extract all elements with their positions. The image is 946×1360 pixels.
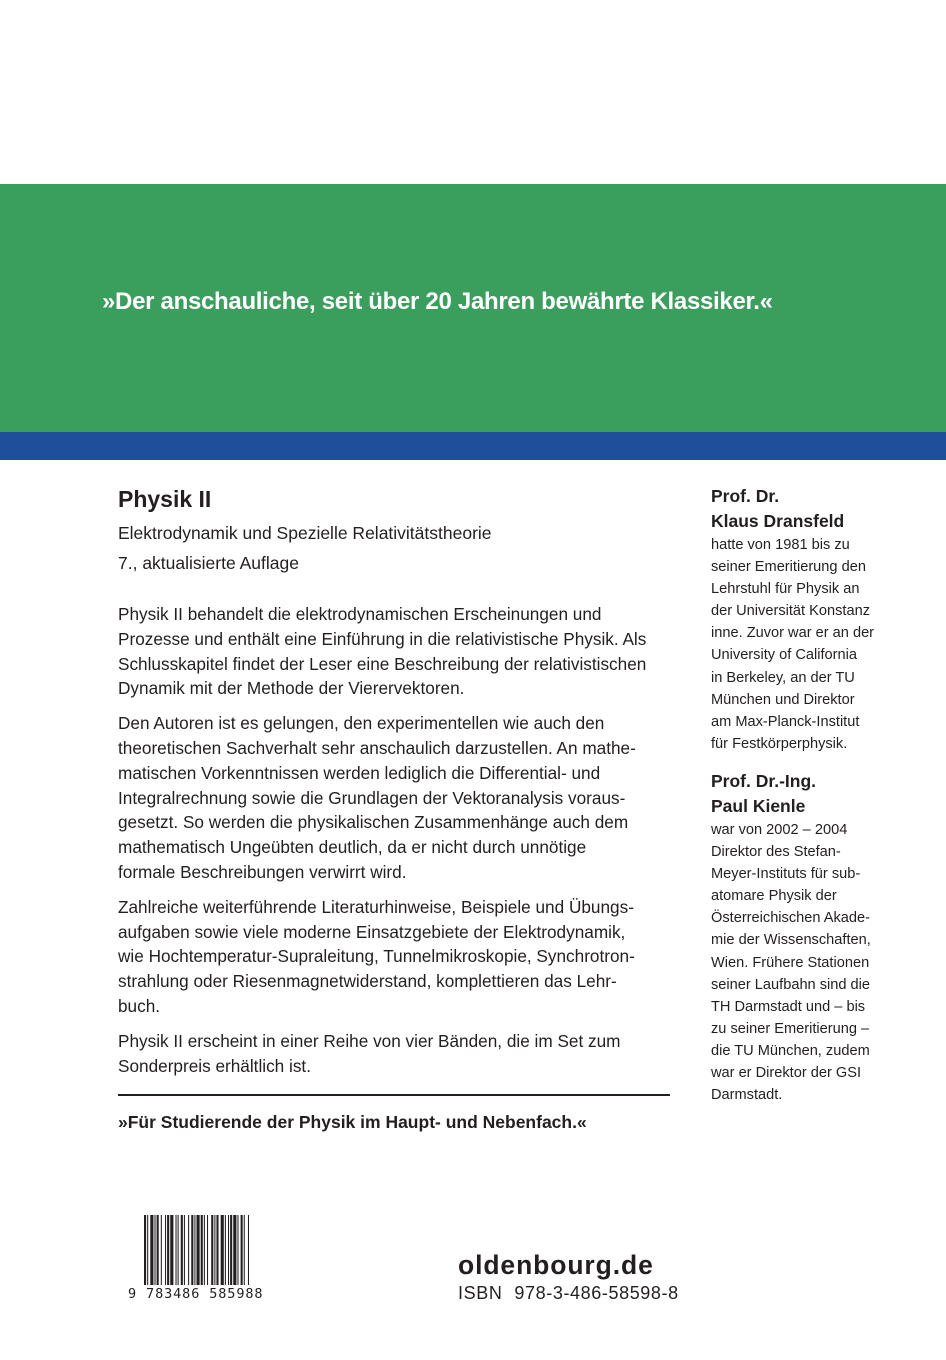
author-bio-line: Wien. Frühere Stationen [711,954,870,971]
barcode-bar [157,1215,159,1285]
barcode-bar [188,1215,189,1285]
description-paragraph [118,1029,670,1079]
author-bio-line: war von 2002 – 2004 [711,821,848,838]
author-name-line: Prof. Dr.-Ing. [711,770,816,791]
isbn [458,1283,679,1304]
author-name-line: Prof. Dr. [711,486,780,506]
description-line: buch. [118,995,161,1016]
author-bio [711,534,911,755]
publisher-website: oldenbourg.de [458,1250,654,1280]
description-line: Dynamik mit der Methode der Vierervektoren. [118,678,465,699]
footer-quote: »Für Studierende der Physik im Haupt- und Nebenfach.« [118,1112,587,1132]
author-bio-line: Lehrstuhl für Physik an [711,581,860,598]
description-line: Schlusskapitel findet der Leser eine Beschreibung der relativistischen [118,653,647,674]
barcode-bar [216,1215,218,1285]
main-column [118,482,670,1088]
author-bio-line: seiner Laufbahn sind die [711,976,871,993]
description-line: gesetzt. So werden die physikalischen Zusammenhänge auch dem [118,812,629,833]
barcode-bar [230,1215,232,1285]
author-bio-line: der Universität Konstanz [711,603,870,620]
author-bio-line: München und Direktor [711,691,855,708]
author-bio-line: seiner Emeritierung den [711,559,866,576]
barcode-bar [165,1215,166,1285]
barcode-bar [211,1215,213,1285]
author-bio-line: hatte von 1981 bis zu [711,537,850,553]
barcode-bar [167,1215,169,1285]
banner-tagline: »Der anschauliche, seit über 20 Jahren bewährte Klassiker.« [102,288,773,315]
barcode-bar [181,1215,183,1285]
author-name-line: Paul Kienle [711,795,806,816]
barcode-bar [207,1215,208,1285]
isbn-label: ISBN [458,1283,503,1303]
barcode-bar [184,1215,185,1285]
description [118,602,670,1078]
barcode-bar [248,1215,249,1285]
author-bio-line: die TU München, zudem [711,1042,870,1059]
barcode-bar [237,1215,238,1285]
description-line: theoretischen Sachverhalt sehr anschaulich darzustellen. An mathe- [118,737,636,758]
barcode-bar [214,1215,215,1285]
author-bio-line: Österreichischen Akade- [711,910,870,927]
barcode-bar [228,1215,229,1285]
description-line: Sonderpreis erhältlich ist. [118,1055,311,1076]
barcode-bar [155,1215,156,1285]
description-line: Physik II behandelt die elektrodynamischen Erscheinungen und [118,604,602,624]
description-paragraph [118,895,670,1019]
author-bio-line: atomare Physik der [711,888,837,905]
barcode-bar [176,1215,177,1285]
author-block [711,769,911,1106]
author-bio-line: Direktor des Stefan- [711,844,841,861]
barcode-bar [233,1215,236,1285]
author-bio [711,819,911,1106]
description-line: wie Hochtemperatur-Supraleitung, Tunnelmikroskopie, Synchrotron- [118,946,635,967]
isbn-number: 978-3-486-58598-8 [514,1283,679,1303]
barcode-bar [241,1215,243,1285]
barcode-bar [197,1215,200,1285]
author-bio-line: für Festkörperphysik. [711,735,848,752]
author-column [711,484,911,1120]
description-line: mathematisch Ungeübten deutlich, da er nicht durch unnötige [118,837,587,858]
barcode-bar [144,1215,146,1285]
description-line: Den Autoren ist es gelungen, den experimentellen wie auch den [118,713,605,734]
author-bio-line: in Berkeley, an der TU [711,669,855,686]
barcode-bar [221,1215,224,1285]
barcode-bar [170,1215,173,1285]
book-edition: 7., aktualisierte Auflage [118,553,299,573]
barcode-bar [147,1215,148,1285]
description-line: Physik II erscheint in einer Reihe von vier Bänden, die im Set zum [118,1030,621,1051]
barcode-bar [191,1215,193,1285]
description-line: strahlung oder Riesenmagnetwiderstand, komplettieren das Lehr- [118,971,617,992]
barcode-digits: 9 783486 585988 [128,1286,264,1302]
barcode-bar [150,1215,153,1285]
author-bio-line: war er Direktor der GSI [711,1064,862,1081]
author-bio-line: am Max-Planck-Institut [711,713,860,730]
description-line: Prozesse und enthält eine Einführung in die relativistische Physik. Als [118,628,647,649]
author-bio-line: University of California [711,647,857,664]
author-bio-line: zu seiner Emeritierung – [711,1020,870,1037]
description-line: Zahlreiche weiterführende Literaturhinweise, Beispiele und Übungs- [118,896,634,917]
author-name-line: Klaus Dransfeld [711,511,845,531]
book-subtitle: Elektrodynamik und Spezielle Relativitätstheorie [118,523,492,543]
author-bio-line: inne. Zuvor war er an der [711,625,875,642]
author-bio-line: mie der Wissenschaften, [711,932,871,949]
barcode-bar [178,1215,179,1285]
description-paragraph [118,711,670,885]
author-bio-line: TH Darmstadt und – bis [711,998,866,1015]
barcode-bar [225,1215,226,1285]
banner-blue-stripe [0,432,946,460]
author-name [711,769,911,819]
description-paragraph [118,602,670,701]
book-title: Physik II [118,486,212,512]
barcode-bar [204,1215,205,1285]
barcode-bar [194,1215,195,1285]
description-line: formale Beschreibungen verwirrt wird. [118,861,407,882]
description-line: aufgaben sowie viele moderne Einsatzgebiete der Elektrodynamik, [118,921,626,942]
divider-rule [118,1094,670,1096]
barcode-bar [201,1215,203,1285]
barcode [144,1215,276,1285]
author-bio-line: Meyer-Instituts für sub- [711,866,861,883]
barcode-bar [244,1215,245,1285]
author-name [711,484,911,534]
author-bio-line: Darmstadt. [711,1087,783,1104]
description-line: Integralrechnung sowie die Grundlagen der Vektoranalysis voraus- [118,787,626,808]
description-line: matischen Vorkenntnissen werden lediglich die Differential- und [118,762,601,783]
author-block [711,484,911,755]
barcode-bar [161,1215,162,1285]
